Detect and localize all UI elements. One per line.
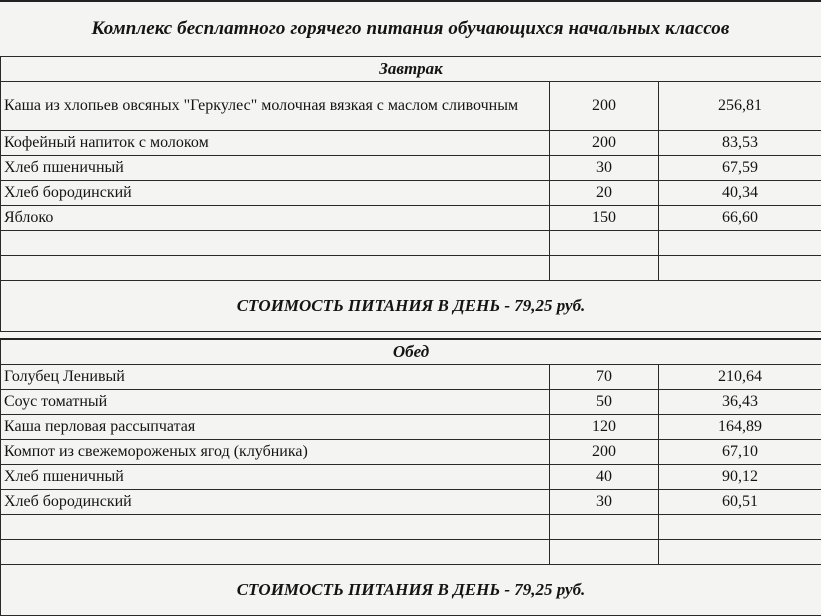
table-row — [1, 82, 821, 131]
table-row — [1, 465, 821, 490]
table-row — [1, 206, 821, 231]
page-title: Комплекс бесплатного горячего питания обучающихся начальных классов — [0, 0, 821, 56]
dish-price: 67,59 — [659, 156, 821, 181]
dish-weight: 40 — [550, 465, 659, 490]
table-row — [1, 156, 821, 181]
empty-cell — [1, 540, 550, 565]
breakfast-daily-cost: СТОИМОСТЬ ПИТАНИЯ В ДЕНЬ - 79,25 руб. — [1, 281, 821, 332]
dish-name: Компот из свежемороженых ягод (клубника) — [1, 440, 550, 465]
empty-row — [1, 256, 821, 281]
table-row — [1, 440, 821, 465]
breakfast-table — [0, 56, 821, 332]
table-row — [1, 365, 821, 390]
dish-price: 210,64 — [659, 365, 821, 390]
empty-cell — [1, 515, 550, 540]
dish-weight: 200 — [550, 440, 659, 465]
dish-name: Голубец Ленивый — [1, 365, 550, 390]
dish-weight: 20 — [550, 181, 659, 206]
dish-price: 36,43 — [659, 390, 821, 415]
dish-name: Хлеб пшеничный — [1, 465, 550, 490]
dish-name: Хлеб пшеничный — [1, 156, 550, 181]
dish-weight: 50 — [550, 390, 659, 415]
empty-cell — [1, 231, 550, 256]
dish-name: Хлеб бородинский — [1, 181, 550, 206]
empty-cell — [550, 256, 659, 281]
dish-price: 66,60 — [659, 206, 821, 231]
dish-price: 164,89 — [659, 415, 821, 440]
table-row — [1, 390, 821, 415]
empty-cell — [550, 231, 659, 256]
dish-name: Каша из хлопьев овсяных "Геркулес" молочная вязкая с маслом сливочным — [1, 82, 550, 131]
breakfast-total-row — [1, 281, 821, 332]
dish-name: Кофейный напиток с молоком — [1, 131, 550, 156]
empty-cell — [659, 256, 821, 281]
dish-name: Каша перловая рассыпчатая — [1, 415, 550, 440]
dish-weight: 120 — [550, 415, 659, 440]
empty-cell — [659, 515, 821, 540]
empty-row — [1, 540, 821, 565]
lunch-table — [0, 338, 821, 616]
dish-price: 90,12 — [659, 465, 821, 490]
dish-price: 67,10 — [659, 440, 821, 465]
empty-cell — [1, 256, 550, 281]
table-row — [1, 131, 821, 156]
table-row — [1, 490, 821, 515]
dish-weight: 200 — [550, 131, 659, 156]
breakfast-header-row — [1, 57, 821, 82]
empty-row — [1, 515, 821, 540]
dish-price: 40,34 — [659, 181, 821, 206]
empty-row — [1, 231, 821, 256]
dish-name: Соус томатный — [1, 390, 550, 415]
dish-weight: 200 — [550, 82, 659, 131]
empty-cell — [659, 231, 821, 256]
dish-name: Хлеб бородинский — [1, 490, 550, 515]
dish-price: 60,51 — [659, 490, 821, 515]
empty-cell — [659, 540, 821, 565]
lunch-header: Обед — [1, 339, 821, 365]
lunch-total-row — [1, 565, 821, 616]
dish-weight: 70 — [550, 365, 659, 390]
empty-cell — [550, 540, 659, 565]
empty-cell — [550, 515, 659, 540]
dish-price: 256,81 — [659, 82, 821, 131]
breakfast-header: Завтрак — [1, 57, 821, 82]
dish-price: 83,53 — [659, 131, 821, 156]
lunch-daily-cost: СТОИМОСТЬ ПИТАНИЯ В ДЕНЬ - 79,25 руб. — [1, 565, 821, 616]
dish-weight: 30 — [550, 490, 659, 515]
dish-name: Яблоко — [1, 206, 550, 231]
lunch-header-row — [1, 339, 821, 365]
dish-weight: 30 — [550, 156, 659, 181]
dish-weight: 150 — [550, 206, 659, 231]
table-row — [1, 415, 821, 440]
table-row — [1, 181, 821, 206]
